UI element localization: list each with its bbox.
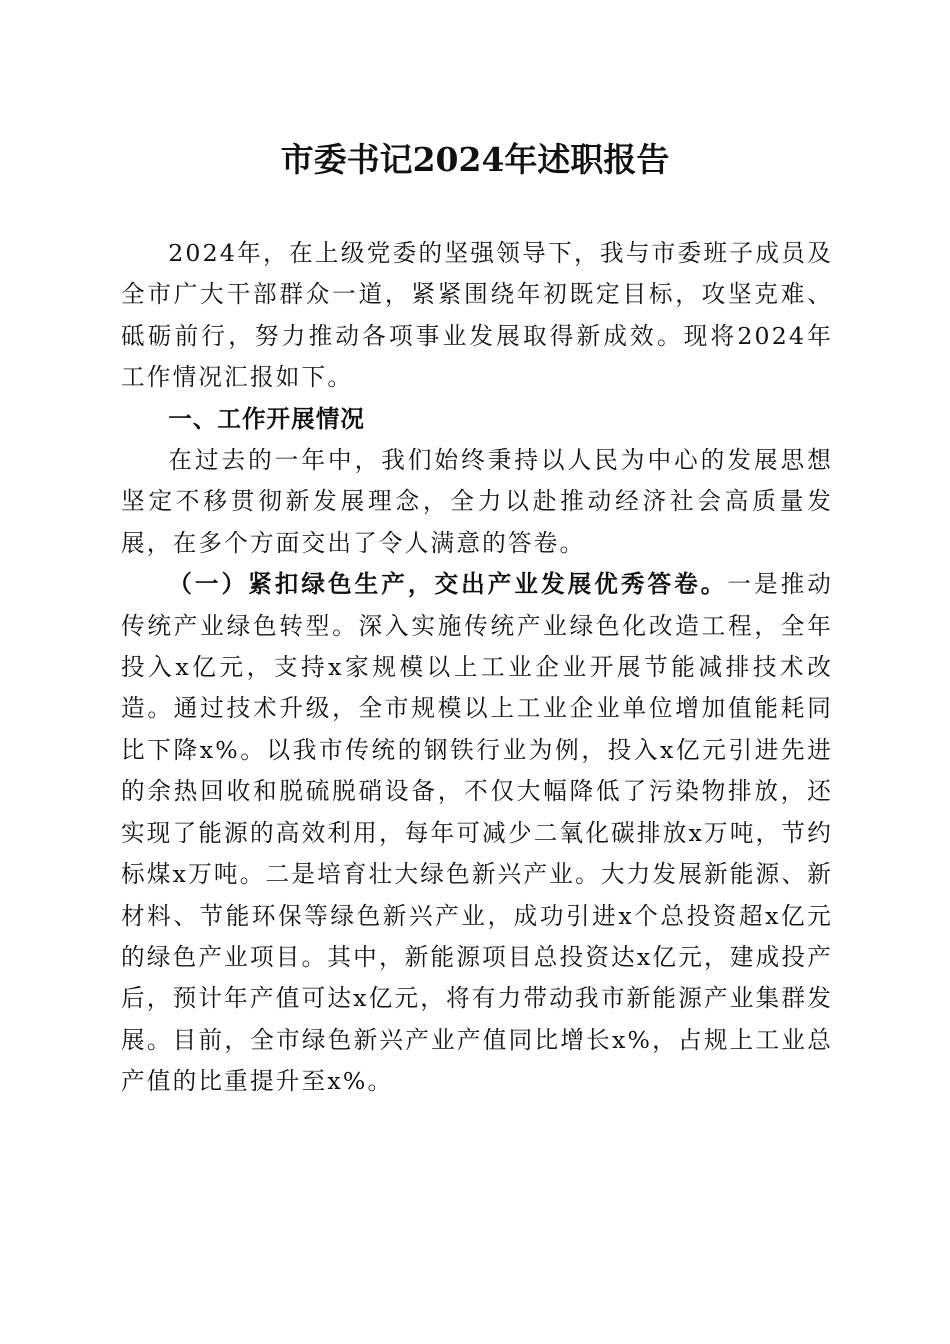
subsection-body: 一是推动传统产业绿色转型。深入实施传统产业绿色化改造工程，全年投入x亿元，支持x家规模以上工业企业开展节能减排技术改造。通过技术升级，全市规模以上工业企业单位增加值能耗同比下降x%。以我市传统的钢铁行业为例，投入x亿元引进先进的余热回收和脱硫脱硝设备，不仅大幅降低了污染物排放，还实现了能源的高效利用，每年可减少二氧化碳排放x万吨，节约标煤x万吨。二是培育壮大绿色新兴产业。大力发展新能源、新材料、节能环保等绿色新兴产业，成功引进x个总投资超x亿元的绿色产业项目。其中，新能源项目总投资达x亿元，建成投产后，预计年产值可达x亿元，将有力带动我市新能源产业集群发展。目前，全市绿色新兴产业产值同比增长x%，占规上工业总产值的比重提升至x%。 (121, 570, 833, 1096)
intro-paragraph: 2024年，在上级党委的坚强领导下，我与市委班子成员及全市广大干部群众一道，紧紧围绕年初既定目标，攻坚克难、砥砺前行，努力推动各项事业发展取得新成效。现将2024年工作情况汇报如下。 (121, 239, 833, 392)
document-body (121, 233, 833, 1103)
document-title: 市委书记2024年述职报告 (280, 140, 670, 179)
section-paragraph: 在过去的一年中，我们始终秉持以人民为中心的发展思想坚定不移贯彻新发展理念，全力以赴推动经济社会高质量发展，在多个方面交出了令人满意的答卷。 (121, 446, 833, 557)
section-heading: 一、工作开展情况 (168, 404, 365, 433)
subsection-paragraph (121, 564, 833, 1102)
subsection-heading: （一）紧扣绿色生产，交出产业发展优秀答卷。 (168, 570, 728, 599)
